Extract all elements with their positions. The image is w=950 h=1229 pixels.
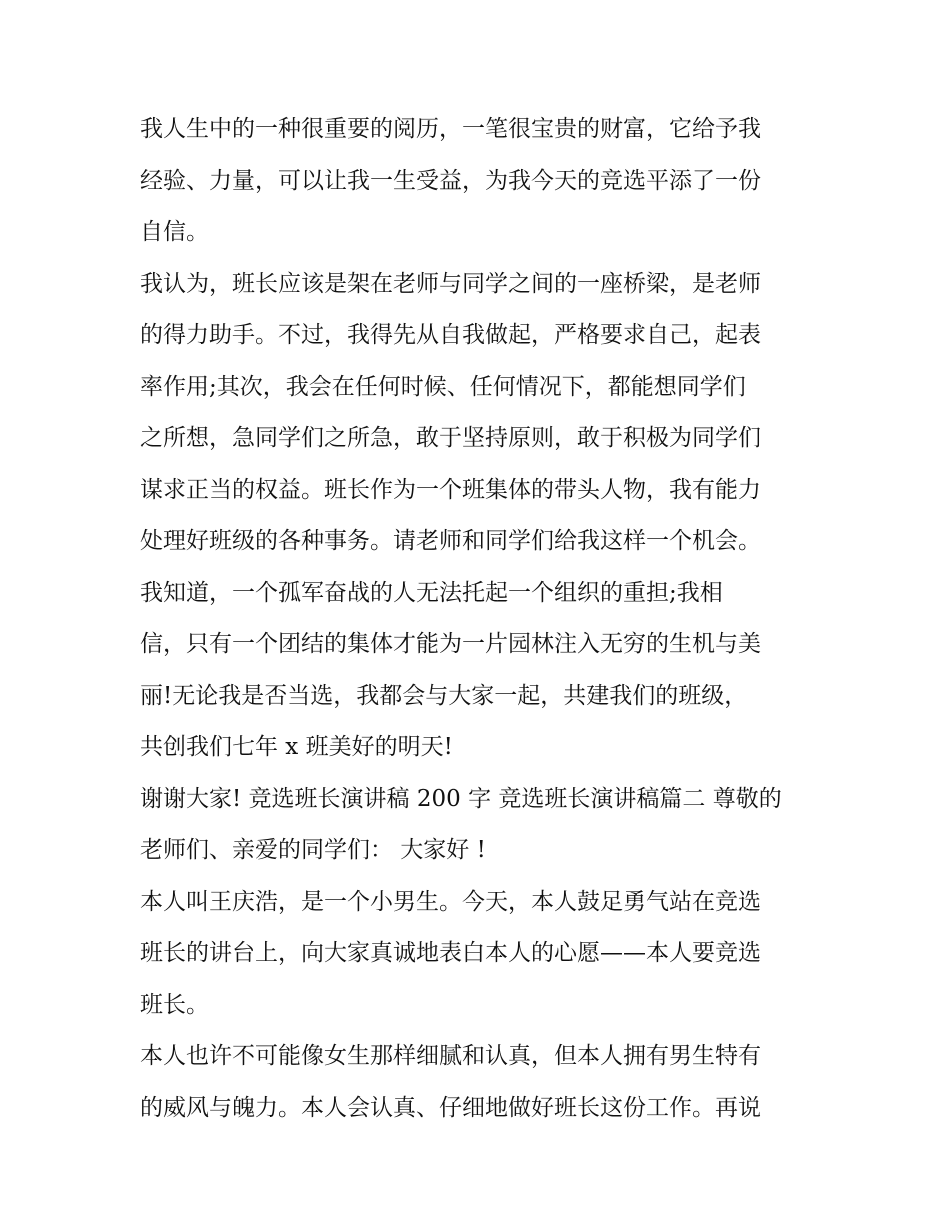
text-line: 处理好班级的各种事务。请老师和同学们给我这样一个机会。	[140, 528, 761, 554]
text-line: 我认为，班长应该是架在老师与同学之间的一座桥梁，是老师	[140, 270, 761, 297]
text-line: 自信。	[140, 219, 209, 245]
text-line: 丽!无论我是否当选，我都会与大家一起，共建我们的班级，	[140, 682, 748, 709]
text-line: 经验、力量，可以让我一生受益，为我今天的竞选平添了一份	[140, 167, 761, 194]
text-line: 老师们、亲爱的同学们： 大家好 !	[140, 837, 486, 863]
text-line: 班长。	[140, 991, 209, 1018]
text-line: 率作用;其次，我会在任何时候、任何情况下，都能想同学们	[140, 373, 746, 400]
text-line: 班长的讲台上，向大家真诚地表白本人的心愿——本人要竞选	[140, 940, 761, 966]
text-line: 本人也许不可能像女生那样细腻和认真，但本人拥有男生特有	[140, 1043, 761, 1069]
text-line: 的得力助手。不过，我得先从自我做起，严格要求自己，起表	[140, 322, 761, 348]
text-line: 本人叫王庆浩，是一个小男生。今天，本人鼓足勇气站在竞选	[140, 888, 761, 915]
text-line: 之所想，急同学们之所急，敢于坚持原则，敢于积极为同学们	[140, 425, 761, 451]
document-body	[140, 104, 820, 1134]
text-line: 谢谢大家! 竞选班长演讲稿 200 字 竞选班长演讲稿篇二 尊敬的	[140, 785, 782, 812]
text-line: 谋求正当的权益。班长作为一个班集体的带头人物，我有能力	[140, 476, 761, 503]
text-line: 的威风与魄力。本人会认真、仔细地做好班长这份工作。再说	[140, 1094, 761, 1121]
text-line: 我人生中的一种很重要的阅历，一笔很宝贵的财富，它给予我	[140, 116, 761, 142]
text-line: 信，只有一个团结的集体才能为一片园林注入无穷的生机与美	[140, 631, 761, 657]
text-line: 我知道，一个孤军奋战的人无法托起一个组织的重担;我相	[140, 579, 723, 606]
text-line: 共创我们七年 x 班美好的明天!	[140, 734, 453, 760]
